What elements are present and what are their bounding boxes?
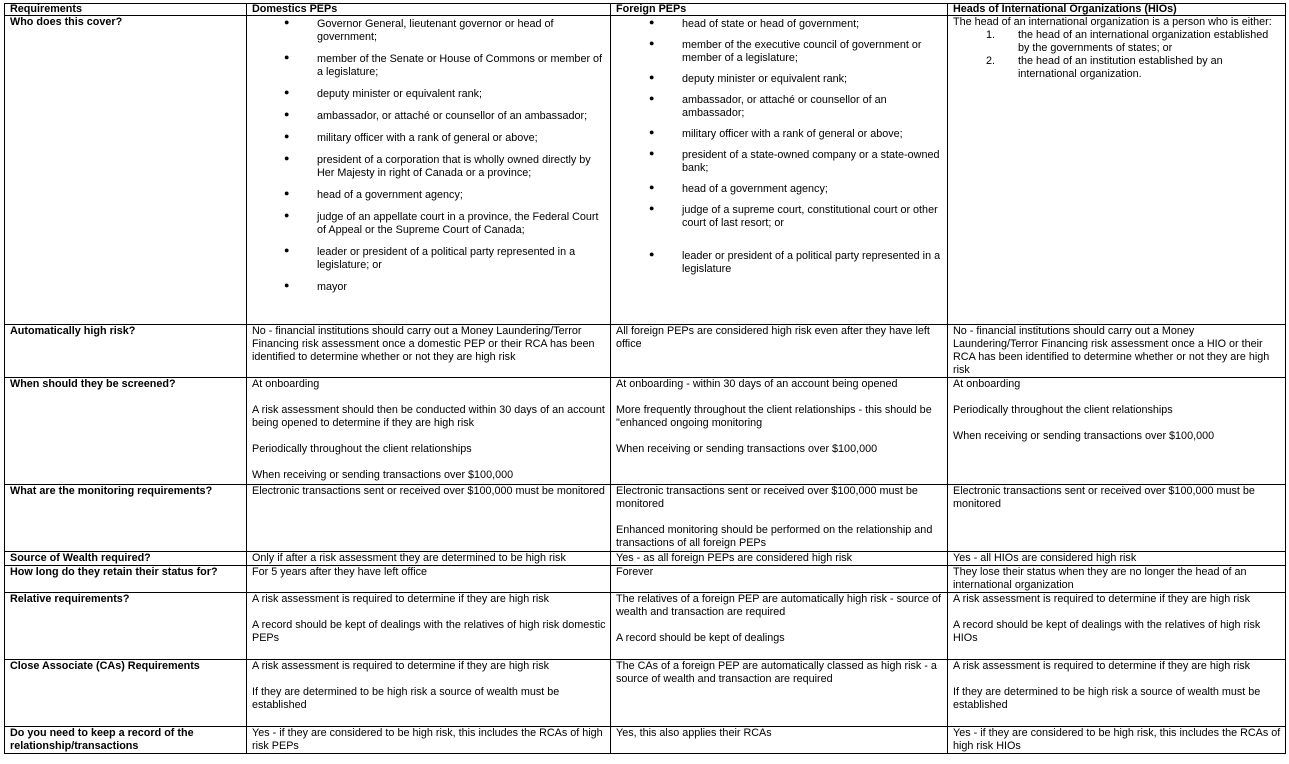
list-item: ● ambassador, or attaché or counsellor of an ambassador;: [682, 94, 943, 120]
table-row: [5, 660, 1286, 727]
cell-foreign: [611, 660, 948, 727]
cell-hio: [948, 485, 1286, 552]
cell-hio: [948, 593, 1286, 660]
cell-foreign: [611, 552, 948, 566]
cell-domestic: [247, 485, 611, 552]
row-label: When should they be screened?: [5, 378, 247, 485]
cell-text: A record should be kept of dealings with the relatives of high risk HIOs: [953, 619, 1261, 644]
cell-domestic: [247, 660, 611, 727]
list-item: [986, 55, 1281, 81]
cell-foreign: [611, 485, 948, 552]
cell-hio: [948, 566, 1286, 593]
cell-text: No - financial institutions should carry out a Money Laundering/Terror Financing risk assessment once a domestic PEP or their RCA has been identified to determine whether or not they are high risk: [252, 325, 595, 363]
list-item: ● mayor: [317, 281, 606, 294]
cell-text: At onboarding: [252, 378, 320, 390]
cell-text: A record should be kept of dealings with the relatives of high risk domestic PEPs: [252, 619, 606, 644]
row-label: What are the monitoring requirements?: [5, 485, 247, 552]
cell-foreign: [611, 16, 948, 325]
cell-foreign: [611, 378, 948, 485]
list-item: ● judge of an appellate court in a province, the Federal Court of Appeal or the Supreme Court of Canada;: [317, 211, 606, 237]
header-domestic-peps: Domestics PEPs: [247, 4, 611, 16]
row-label: Do you need to keep a record of the relationship/transactions: [5, 727, 247, 754]
header-foreign-peps: Foreign PEPs: [611, 4, 948, 16]
cell-text: Yes - as all foreign PEPs are considered high risk: [616, 552, 853, 564]
cell-foreign: [611, 593, 948, 660]
cell-text: All foreign PEPs are considered high risk even after they have left office: [616, 325, 930, 350]
cell-text: Electronic transactions sent or received over $100,000 must be monitored: [953, 485, 1255, 510]
list-item: ● ambassador, or attaché or counsellor of an ambassador;: [317, 110, 606, 123]
list-item: ● member of the Senate or House of Commons or member of a legislature;: [317, 53, 606, 79]
cell-text: A record should be kept of dealings: [616, 632, 785, 644]
cell-domestic: [247, 378, 611, 485]
cell-text: No - financial institutions should carry out a Money Laundering/Terror Financing risk assessment once a HIO or their RCA has been identified to determine whether or not they are high risk: [953, 325, 1270, 376]
cell-domestic: [247, 552, 611, 566]
list-item: ● head of a government agency;: [682, 183, 943, 196]
domestic-pep-list: [252, 18, 606, 294]
list-item: ● head of a government agency;: [317, 189, 606, 202]
list-item: ● deputy minister or equivalent rank;: [317, 88, 606, 101]
cell-text: A risk assessment is required to determine if they are high risk: [953, 660, 1251, 672]
row-label: Automatically high risk?: [5, 325, 247, 378]
table-row: [5, 485, 1286, 552]
table-row: [5, 378, 1286, 485]
table-row: [5, 552, 1286, 566]
list-text: the head of an international organization established by the governments of states; or: [1018, 29, 1269, 54]
row-label: Source of Wealth required?: [5, 552, 247, 566]
cell-hio: [948, 378, 1286, 485]
list-item: ● military officer with a rank of general or above;: [317, 132, 606, 145]
row-label: Close Associate (CAs) Requirements: [5, 660, 247, 727]
list-item: [986, 29, 1281, 55]
cell-text: A risk assessment is required to determine if they are high risk: [252, 593, 550, 605]
cell-text: The CAs of a foreign PEP are automatically classed as high risk - a source of wealth and transaction are required: [616, 660, 937, 685]
list-text: the head of an institution established by an international organization.: [1018, 55, 1223, 80]
table-row: [5, 16, 1286, 325]
table-row: [5, 593, 1286, 660]
cell-foreign: [611, 566, 948, 593]
cell-text: A risk assessment should then be conducted within 30 days of an account being opened to determine if they are high risk: [252, 404, 605, 429]
cell-text: Yes - if they are considered to be high risk, this includes the RCAs of high risk PEPs: [252, 727, 603, 752]
cell-text: A risk assessment is required to determine if they are high risk: [252, 660, 550, 672]
list-item: ● deputy minister or equivalent rank;: [682, 73, 943, 86]
table-row: [5, 325, 1286, 378]
cell-hio: [948, 552, 1286, 566]
hio-intro: The head of an international organization is a person who is either:: [953, 16, 1272, 28]
header-requirements: Requirements: [5, 4, 247, 16]
list-item: ● judge of a supreme court, constitutional court or other court of last resort; or: [682, 204, 943, 230]
cell-domestic: [247, 727, 611, 754]
cell-text: At onboarding - within 30 days of an account being opened: [616, 378, 898, 390]
list-item: ● Governor General, lieutenant governor or head of government;: [317, 18, 606, 44]
header-hios: Heads of International Organizations (HIOs): [948, 4, 1286, 16]
list-number: 2.: [986, 55, 996, 67]
row-label: How long do they retain their status for?: [5, 566, 247, 593]
cell-text: Periodically throughout the client relationships: [953, 404, 1173, 416]
header-row: [5, 4, 1286, 16]
cell-hio: [948, 660, 1286, 727]
cell-hio: [948, 16, 1286, 325]
cell-text: Yes, this also applies their RCAs: [616, 727, 772, 739]
cell-foreign: [611, 727, 948, 754]
cell-hio: [948, 727, 1286, 754]
cell-text: At onboarding: [953, 378, 1021, 390]
cell-domestic: [247, 593, 611, 660]
cell-text: When receiving or sending transactions over $100,000: [252, 469, 514, 481]
list-item: ● president of a corporation that is wholly owned directly by Her Majesty in right of Canada or a province;: [317, 154, 606, 180]
cell-text: For 5 years after they have left office: [252, 566, 428, 578]
cell-text: When receiving or sending transactions over $100,000: [953, 430, 1215, 442]
list-item: ● leader or president of a political party represented in a legislature; or: [317, 246, 606, 272]
cell-domestic: [247, 325, 611, 378]
cell-text: A risk assessment is required to determine if they are high risk: [953, 593, 1251, 605]
cell-text: Yes - all HIOs are considered high risk: [953, 552, 1137, 564]
cell-text: If they are determined to be high risk a source of wealth must be established: [252, 686, 560, 711]
cell-text: Enhanced monitoring should be performed on the relationship and transactions of all foreign PEPs: [616, 524, 933, 549]
row-label: Relative requirements?: [5, 593, 247, 660]
pep-requirements-table: [4, 3, 1286, 754]
foreign-pep-list: [616, 18, 943, 276]
table-row: [5, 566, 1286, 593]
cell-text: The relatives of a foreign PEP are automatically high risk - source of wealth and transaction are required: [616, 593, 942, 618]
cell-text: Yes - if they are considered to be high risk, this includes the RCAs of high risk HIOs: [953, 727, 1281, 752]
cell-hio: [948, 325, 1286, 378]
cell-foreign: [611, 325, 948, 378]
cell-domestic: [247, 566, 611, 593]
list-number: 1.: [986, 29, 996, 41]
row-label: Who does this cover?: [5, 16, 247, 325]
list-item: ● military officer with a rank of general or above;: [682, 128, 943, 141]
list-item: ● head of state or head of government;: [682, 18, 943, 31]
cell-text: More frequently throughout the client relationships - this should be "enhanced ongoing monitoring: [616, 404, 932, 429]
cell-text: When receiving or sending transactions over $100,000: [616, 443, 878, 455]
cell-text: Periodically throughout the client relationships: [252, 443, 472, 455]
cell-text: Electronic transactions sent or received over $100,000 must be monitored: [616, 485, 918, 510]
cell-text: They lose their status when they are no longer the head of an international organization: [953, 566, 1247, 591]
cell-text: Electronic transactions sent or received over $100,000 must be monitored: [252, 485, 605, 497]
cell-text: If they are determined to be high risk a source of wealth must be established: [953, 686, 1261, 711]
table-row: [5, 727, 1286, 754]
list-item: ● president of a state-owned company or a state-owned bank;: [682, 149, 943, 175]
cell-text: Only if after a risk assessment they are determined to be high risk: [252, 552, 566, 564]
cell-domestic: [247, 16, 611, 325]
hio-list: [953, 29, 1281, 81]
list-item: ● leader or president of a political party represented in a legislature: [682, 250, 943, 276]
cell-text: Forever: [616, 566, 654, 578]
list-item: ● member of the executive council of government or member of a legislature;: [682, 39, 943, 65]
